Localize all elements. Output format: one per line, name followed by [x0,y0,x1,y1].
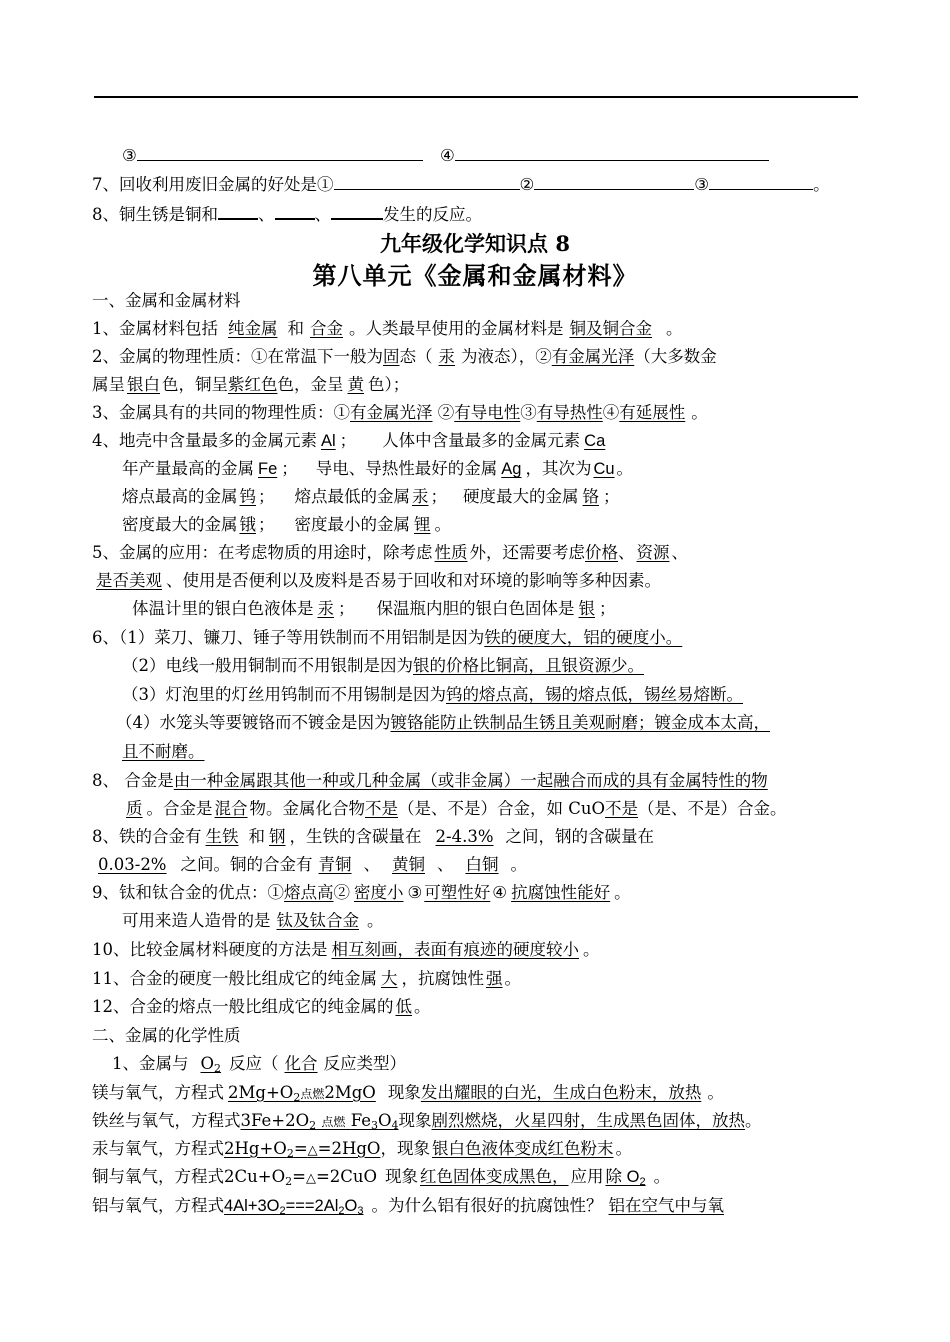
item-6: 6、（1）菜刀、镰刀、锤子等用铁制而不用铝制是因为铁的硬度大，铝的硬度小。 [92,628,683,647]
answer: 银白 [127,375,160,394]
answer: 黄 [347,375,364,394]
answer: 低 [395,997,412,1016]
answer: 发出耀眼的白光，生成白色粉末，放热 [420,1083,702,1102]
blank-benefit-1 [334,173,520,190]
item-11: 11、合金的硬度一般比组成它的纯金属 大 ，抗腐蚀性 强 。 [92,969,521,988]
doc-title: 九年级化学知识点 8 [380,231,570,256]
item-iron-alloy: 8、铁的合金有 生铁 和 钢 ，生铁的含碳量在 2-4.3% 之间，钢的含碳量在 [92,827,654,846]
answer: Ca [584,432,606,450]
answer: $O_2$ [200,1054,222,1075]
answer: 混合 [214,799,248,818]
answer: 有导热性 [536,403,603,422]
answer: 银 [578,599,595,618]
answer: 有金属光泽 [551,347,635,366]
answer: 红色固体变成黑色， [420,1167,569,1186]
answer: 大 [381,969,398,988]
answer: 可塑性好 [424,883,491,902]
answer: 紫红色 [228,375,278,394]
answer: 纯金属 [228,319,278,338]
answer: Ag [501,460,522,478]
heat-triangle-icon: △ [305,1171,316,1186]
item-5-cont: 是否美观 、使用是否便利以及废料是否易于回收和对环境的影响等多种因素。 [92,570,661,592]
blank-rust-3 [331,202,383,220]
question-7-recycle: 7、回收利用废旧金属的好处是① ② ③ 。 [92,175,830,194]
item-titanium-use: 可用来造人造骨的是 钛及钛合金 。 [122,911,384,930]
blank-rust-1 [218,202,258,220]
item-4-d: 密度最大的金属 锇 ； 密度最小的金属 锂 。 [122,515,451,534]
item-4-c: 熔点最高的金属 钨 ； 熔点最低的金属 汞 ； 硬度最大的金属 铬 ； [122,487,620,506]
answer: 镀铬能防止铁制品生锈且美观耐磨；镀金成本太高， [390,713,770,732]
answer: 生铁 [205,827,239,846]
reaction-with-oxygen: 1、金属与 $O_2$ 反应（ 化合 反应类型） [112,1054,407,1075]
item-2: 2、金属的物理性质：①在常温下一般为固态（ 汞 为液态），②有金属光泽（大多数金 [92,347,717,366]
blank-benefit-3 [709,173,813,190]
unit-title: 第八单元《金属和金属材料》 [312,261,638,290]
answer: 质 [126,799,143,818]
answer: 强 [486,969,503,988]
item-2-cont: 属呈 银白 色，铜呈紫红色色，金呈 黄 色）； [92,375,410,394]
eq-copper: 铜与氧气，方程式$2Cu+O_2=\triangle=2CuO$ 现象 红色固体变成黑色， 应用 除 $O_2$ 。 [92,1167,671,1188]
answer: 熔点高 [284,883,334,902]
item-12: 12、合金的熔点一般比组成它的纯金属的 低 。 [92,997,431,1016]
answer: 由一种金属跟其他一种或几种金属（或非金属）一起融合而成的具有金属特性的物 [173,771,768,790]
item-titanium: 9、钛和钛合金的优点：①熔点高② 密度小 ③ 可塑性好 ④ 抗腐蚀性能好 。 [92,883,631,902]
heat-triangle-icon: △ [307,1143,318,1158]
circle-4: ④ [440,146,455,165]
answer: 价格 [585,543,618,562]
answer: 性质 [434,543,468,562]
answer: 钛及钛合金 [276,911,359,930]
answer: 汞 [438,347,455,366]
answer: Cu [593,460,615,478]
answer: 锇 [239,515,256,534]
eq-mercury: 汞与氧气，方程式$2Hg+O_2=\triangle=2HgO$，现象 银白色液体变成红色粉末 。 [92,1139,632,1160]
eq-iron: 铁丝与氧气，方程式$3Fe+2O_2$ 点燃 $Fe_3O_4$现象剧烈燃烧，火星四射，生成黑色固体，放热。 [92,1111,762,1132]
answer: 汞 [412,487,429,506]
header-rule [94,96,858,98]
item-5-examples: 体温计里的银白色液体是 汞 ； 保温瓶内胆的银白色固体是 银 ； [132,599,616,618]
item-alloy-def-cont: 质 。合金是 混合 物。金属化合物不是（是、不是）合金，如 CuO不是（是、不是）合金。 [122,798,787,820]
answer: 银白色液体变成红色粉末 [431,1139,614,1158]
equation: $3Fe+2O_2$ 点燃 $Fe_3O_4$ [240,1111,399,1132]
answer: 黄铜 [392,855,425,874]
answer: 化合 [284,1054,318,1073]
item-iron-alloy-cont: 0.03-2% 之间。铜的合金有 青铜 、 黄铜 、 白铜 。 [92,854,527,876]
answer: 钢 [269,827,286,846]
blank-3 [137,144,423,161]
equation: $4Al+3O_2===2Al_2O_3$ [224,1197,364,1217]
equation: $2Hg+O_2=\triangle=2HgO$ [224,1139,381,1160]
answer: 不是 [605,799,639,818]
answer: 铁的硬度大，铝的硬度小。 [484,628,683,647]
item-alloy-def: 8、 合金是由一种金属跟其他一种或几种金属（或非金属）一起融合而成的具有金属特性的物 [92,771,768,790]
section-2-heading: 二、金属的化学性质 [92,1026,241,1045]
eq-aluminum: 铝与氧气，方程式$4Al+3O_2===2Al_2O_3$ 。为什么铝有很好的抗腐蚀性？ 铝在空气中与氧 [92,1196,724,1217]
item-6-4-cont [122,741,205,763]
answer: 锂 [414,515,431,534]
answer: 有延展性 [619,403,686,422]
item-6-3: （3）灯泡里的灯丝用钨制而不用锡制是因为钨的熔点高，锡的熔点低，锡丝易熔断。 [122,684,751,706]
fill-line-3-4 [122,144,769,167]
answer: 汞 [317,599,334,618]
blank-benefit-2 [534,173,694,190]
blank-4 [455,144,769,161]
answer: 抗腐蚀性能好 [511,883,611,902]
answer: 2-4.3% [435,827,494,846]
answer: 相互刻画，表面有痕迹的硬度较小 [331,940,579,959]
answer: Fe [258,460,278,478]
item-4: 4、地壳中含量最多的金属元素 Al ； 人体中含量最多的金属元素 Ca [92,430,609,452]
answer: 银的价格比铜高，且银资源少。 [413,656,644,675]
answer: 密度小 [354,883,404,902]
answer: 有导电性 [454,403,521,422]
equation: $2Cu+O_2=\triangle=2CuO$ [224,1167,378,1188]
answer: 且不耐磨。 [122,742,205,761]
section-1-heading: 一、金属和金属材料 [92,291,241,310]
eq-magnesium: 镁与氧气，方程式 $2Mg+O_2$点燃2MgO 现象发出耀眼的白光，生成白色粉末，放热 。 [92,1083,724,1104]
answer: 铬 [582,487,599,506]
answer: 固 [383,347,400,366]
answer: 铝在空气中与氧 [608,1196,724,1215]
circle-3: ③ [122,146,137,165]
item-4-b: 年产量最高的金属 Fe ； 导电、导热性最好的金属 Ag ，其次为 Cu 。 [122,459,634,478]
question-8-copper-rust: 8、铜生锈是铜和 、 、 发生的反应。 [92,202,482,226]
item-6-2: （2）电线一般用铜制而不用银制是因为银的价格比铜高，且银资源少。 [122,655,654,677]
answer: 不是 [365,799,398,818]
item-1: 1、金属材料包括 纯金属 和 合金 。人类最早使用的金属材料是 铜及铜合金 。 [92,319,683,338]
answer: 合金 [310,319,343,338]
equation: $2Mg+O_2$点燃2MgO [228,1083,376,1104]
answer: Al [321,432,336,450]
answer: 钨的熔点高，锡的熔点低，锡丝易熔断。 [446,685,743,704]
item-3: 3、金属具有的共同的物理性质：①有金属光泽 ②有导电性③有导热性④有延展性 。 [92,403,708,422]
blank-rust-2 [275,202,315,220]
item-6-4: （4）水笼头等要镀铬而不镀金是因为镀铬能防止铁制品生锈且美观耐磨；镀金成本太高， [116,713,770,732]
item-10: 10、比较金属材料硬度的方法是 相互刻画，表面有痕迹的硬度较小 。 [92,940,600,959]
answer: 是否美观 [96,571,162,590]
item-5: 5、金属的应用：在考虑物质的用途时，除考虑 性质 外，还需要考虑价格、 资源 、 [92,543,688,562]
answer: 钨 [239,487,256,506]
answer: 资源 [636,543,670,562]
answer: 白铜 [465,855,499,874]
answer: 有金属光泽 [350,403,433,422]
answer: 青铜 [318,855,352,874]
answer: 铜及铜合金 [569,319,652,338]
answer: 除 $O_2$ [605,1168,646,1188]
answer: 0.03-2% [98,855,167,874]
answer: 剧烈燃烧，火星四射，生成黑色固体，放热 [431,1111,746,1130]
